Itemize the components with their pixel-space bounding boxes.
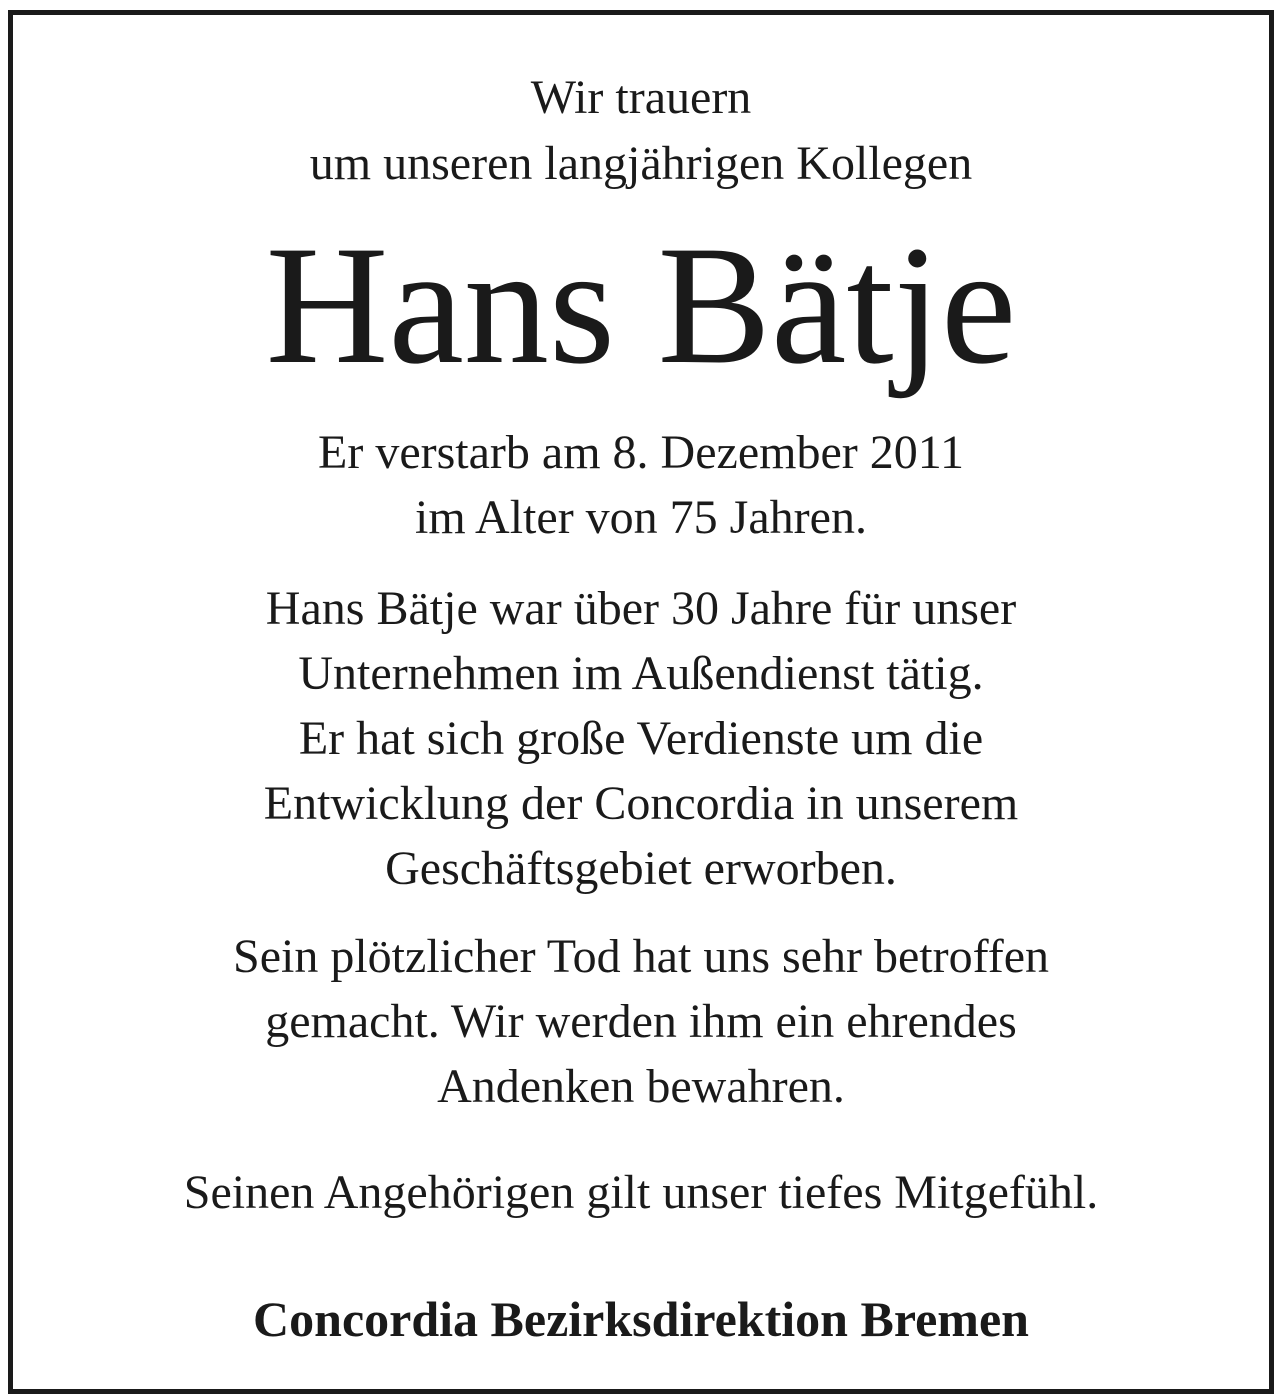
grief-line-3: Andenken bewahren. bbox=[437, 1060, 845, 1113]
intro-line-2: um unseren langjährigen Kollegen bbox=[309, 137, 973, 190]
deceased-name: Hans Bätje bbox=[265, 211, 1017, 399]
age-line: im Alter von 75 Jahren. bbox=[415, 491, 867, 544]
company-signature: Concordia Bezirksdirektion Bremen bbox=[253, 1291, 1029, 1347]
career-line-2: Unternehmen im Außendienst tätig. bbox=[298, 647, 984, 700]
obituary-frame bbox=[8, 10, 1274, 1394]
obituary-content bbox=[13, 15, 1269, 1389]
grief-line-2: gemacht. Wir werden ihm ein ehrendes bbox=[265, 995, 1017, 1048]
death-date-line: Er verstarb am 8. Dezember 2011 bbox=[318, 426, 964, 479]
career-line-5: Geschäftsgebiet erworben. bbox=[385, 842, 897, 895]
grief-line-1: Sein plötzlicher Tod hat uns sehr betroffen bbox=[233, 930, 1049, 983]
career-line-3: Er hat sich große Verdienste um die bbox=[298, 712, 984, 765]
intro-line-1: Wir trauern bbox=[530, 71, 752, 124]
career-line-1: Hans Bätje war über 30 Jahre für unser bbox=[265, 582, 1017, 635]
career-line-4: Entwicklung der Concordia in unserem bbox=[263, 777, 1019, 830]
condolence-line: Seinen Angehörigen gilt unser tiefes Mitgefühl. bbox=[183, 1166, 1099, 1219]
